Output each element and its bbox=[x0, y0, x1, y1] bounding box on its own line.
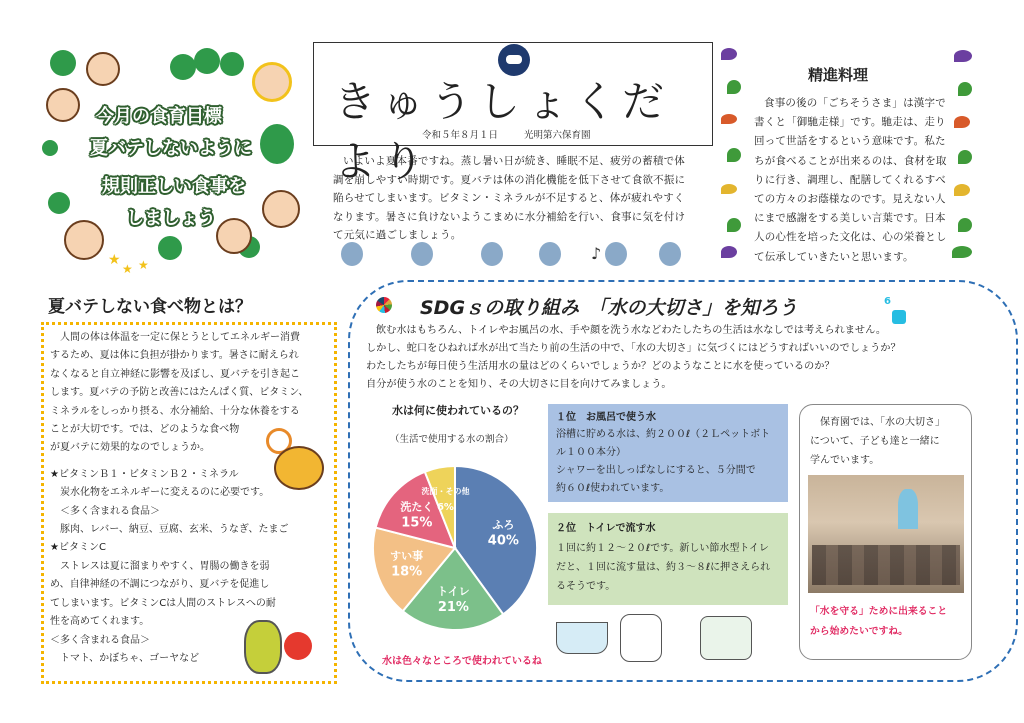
vitamin-c-title: ★ビタミンC bbox=[50, 542, 106, 554]
rank1-line: シャワーを出しっぱなしにすると、５分間で bbox=[556, 465, 756, 476]
rank1-line: 約６０ℓ使われています。 bbox=[556, 483, 670, 494]
star-icon: ★ bbox=[138, 258, 149, 272]
shojin-line: 食事の後の「ごちそうさま」は漢字で bbox=[764, 97, 946, 109]
vitamin-c-sub: ＜多く含まれる食品＞ bbox=[50, 634, 150, 646]
natsubate-line: します。夏バテの予防と改善にはたんぱく質、ビタミン、 bbox=[50, 387, 309, 399]
shojin-line: 回って世話をするという意味です。私た bbox=[754, 135, 946, 148]
vitamin-c-line: てしまいます。ビタミンCは人間のストレスへの耐 bbox=[50, 597, 276, 609]
mascot-illustration bbox=[274, 446, 324, 490]
sdgs-heading: SDGｓの取り組み 「水の大切さ」を知ろう bbox=[420, 297, 798, 319]
vitamin-b-title: ★ビタミンＢ１・ビタミンＢ２・ミネラル bbox=[50, 468, 239, 480]
pie-category-label: 洗面・その他 bbox=[421, 487, 470, 497]
rank1-line: 浴槽に貯める水は、約２００ℓ（２Ｌペットボト bbox=[556, 429, 771, 440]
issue-date: 令和５年８月１日 bbox=[422, 130, 499, 141]
pie-percent-label: 15% bbox=[401, 515, 433, 531]
pie-category-label: ふろ bbox=[492, 518, 515, 532]
star-icon: ★ bbox=[122, 262, 133, 276]
shojin-title: 精進料理 bbox=[808, 66, 869, 84]
goal-line-2: 規則正しい食事を bbox=[102, 176, 246, 197]
tree-illustration bbox=[170, 54, 196, 80]
child-illustration bbox=[262, 190, 300, 228]
sdgs-line: しかし、蛇口をひねれば水が出て当たり前の生活の中で、「水の大切さ」に気づくにはどうすればいいのでしょうか？ bbox=[366, 343, 901, 354]
pie-category-label: すい事 bbox=[390, 549, 424, 563]
vitamin-c-foods: トマト、かぼちゃ、ゴーヤなど bbox=[60, 652, 200, 664]
sdgs-line: わたしたちが毎日使う生活用水の量はどのくらいでしょうか？どのようなことに水を使っているのか？ bbox=[366, 361, 835, 372]
vitamin-b-sub: ＜多く含まれる食品＞ bbox=[60, 505, 160, 517]
intro-line: 調を崩しやすい時期です。夏バテは体の消化機能を低下させて食欲不振に bbox=[333, 173, 686, 186]
tree-illustration bbox=[220, 52, 244, 76]
rank1-line: ル１００本分） bbox=[556, 447, 626, 458]
rank2-box bbox=[548, 513, 788, 605]
nursery-line: 学んでいます。 bbox=[810, 455, 880, 466]
natsubate-line: 人間の体は体温を一定に保とうとしてエネルギー消費 bbox=[60, 332, 300, 343]
nursery-line: について、子ども達と一緒に bbox=[810, 436, 940, 447]
nursery-box bbox=[799, 404, 972, 660]
nursery-line: 保育園では、「水の大切さ」 bbox=[820, 417, 945, 428]
vegetable-border-right bbox=[944, 40, 984, 260]
mascot-icon bbox=[659, 242, 681, 266]
mascot-illustration bbox=[244, 620, 282, 674]
goal-line-3: しましょう bbox=[126, 208, 216, 229]
rank2-text bbox=[556, 539, 786, 596]
vitamin-c-line: 性を高めてくれます。 bbox=[50, 616, 150, 628]
tree-illustration bbox=[260, 124, 294, 164]
rank2-line: だと、１回に流す量は、約３～８ℓに押さえられ bbox=[556, 562, 771, 573]
shojin-text bbox=[754, 94, 950, 267]
natsubate-line: するため、夏は体に負担が掛かります。暑さに耐えられ bbox=[50, 350, 299, 362]
rank2-title: ２位 トイレで流す水 bbox=[556, 523, 656, 534]
rank1-text bbox=[556, 426, 786, 498]
tree-illustration bbox=[194, 48, 220, 74]
nursery-note-1: 「水を守る」ために出来ること bbox=[810, 606, 948, 617]
mascot-icon bbox=[341, 242, 363, 266]
sdgs-goal6-number: 6 bbox=[884, 296, 891, 307]
sdgs-logo-icon bbox=[376, 297, 392, 313]
school-name: 光明第六保育園 bbox=[524, 130, 591, 141]
handwash-illustration bbox=[700, 616, 752, 660]
intro-line: いよいよ夏本番ですね。蒸し暑い日が続き、睡眠不足、疲労の蓄積で体 bbox=[343, 155, 685, 167]
intro-line: なります。暑さに負けないようこまめに水分補給を行い、食事に気を付け bbox=[333, 210, 686, 223]
rank2-line: １回に約１２～２０ℓです。新しい節水型トイレ bbox=[556, 543, 769, 554]
nursery-text bbox=[810, 413, 966, 470]
child-illustration bbox=[252, 62, 292, 102]
shojin-line: 書くと「御馳走様」です。馳走は、走り bbox=[754, 116, 946, 129]
sdgs-text bbox=[366, 322, 986, 394]
vitamin-c-line: め、自律神経の不調につながり、夏バテを促進し bbox=[50, 579, 270, 591]
child-illustration bbox=[86, 52, 120, 86]
bath-illustration bbox=[556, 622, 608, 654]
music-note-icon: ♪ bbox=[591, 244, 602, 263]
classroom-photo bbox=[808, 475, 964, 593]
toilet-illustration bbox=[620, 614, 662, 662]
pie-percent-label: 6% bbox=[436, 502, 454, 514]
mascot-icon bbox=[605, 242, 627, 266]
tomato-icon bbox=[284, 632, 312, 660]
mascot-icon bbox=[539, 242, 561, 266]
nursery-note-2: から始めたいですね。 bbox=[810, 626, 908, 637]
child-illustration bbox=[216, 218, 252, 254]
intro-line: て元気に過ごしましょう。 bbox=[333, 229, 462, 241]
mascot-icon bbox=[411, 242, 433, 266]
shojin-line: にまで感謝をする美しい言葉です。日本 bbox=[754, 212, 946, 225]
natsubate-text bbox=[50, 329, 328, 668]
vegetable-border-left bbox=[717, 40, 753, 260]
tree-illustration bbox=[42, 140, 58, 156]
vitamin-c-line: ストレスは夏に溜まりやすく、胃腸の働きを弱 bbox=[60, 560, 270, 572]
pie-percent-label: 18% bbox=[391, 564, 423, 580]
star-icon: ★ bbox=[108, 252, 121, 268]
child-illustration bbox=[46, 88, 80, 122]
water-usage-pie-chart bbox=[360, 448, 550, 648]
rank1-box bbox=[548, 404, 788, 502]
child-illustration bbox=[64, 220, 104, 260]
shojin-line: て伝承していきたいと思います。 bbox=[754, 250, 914, 263]
intro-line: 陥らせてしまいます。ビタミン・ミネラルが不足すると、体が疲れやすく bbox=[333, 192, 685, 204]
pie-category-label: 洗たく bbox=[400, 500, 434, 514]
shojin-line: りに行き、調理し、配膳してくれるすべ bbox=[754, 173, 946, 186]
pie-percent-label: 21% bbox=[437, 599, 469, 615]
mascot-icon bbox=[481, 242, 503, 266]
shojin-line: 人の心性を培った文化は、心の栄養とし bbox=[754, 231, 947, 244]
intro-text bbox=[333, 152, 713, 245]
rank2-line: るそうです。 bbox=[556, 581, 616, 592]
goal-line-1: 夏バテしないように bbox=[90, 138, 252, 159]
pie-category-label: トイレ bbox=[437, 584, 470, 598]
tree-illustration bbox=[50, 50, 76, 76]
tree-illustration bbox=[158, 236, 182, 260]
chart-subtitle: （生活で使用する水の割合） bbox=[390, 434, 514, 445]
vitamin-b-desc: 炭水化物をエネルギーに変えるのに必要です。 bbox=[60, 487, 270, 499]
newsletter-title: きゅうしょくだより bbox=[334, 77, 671, 186]
rank1-title: １位 お風呂で使う水 bbox=[556, 412, 656, 423]
natsubate-line: が夏バテに効果的なのでしょうか。 bbox=[50, 442, 210, 454]
chart-title: 水は何に使われているの？ bbox=[392, 404, 524, 417]
mascot-row-illustration bbox=[333, 240, 713, 270]
pie-percent-label: 40% bbox=[487, 533, 519, 549]
natsubate-line: なくなると自立神経に影響を及ぼし、夏バテを引き起こ bbox=[50, 368, 300, 380]
tree-illustration bbox=[48, 192, 70, 214]
natsubate-line: ことが大切です。では、どのような食べ物 bbox=[50, 424, 240, 436]
natsubate-heading: 夏バテしない食べ物とは？ bbox=[48, 297, 252, 317]
shojin-line: ての方々のお蔭様なのです。見えない人 bbox=[754, 193, 946, 206]
chart-caption: 水は色々なところで使われているね bbox=[382, 656, 542, 667]
natsubate-line: ミネラルをしっかり摂る、水分補給、十分な休養をする bbox=[50, 405, 300, 417]
vitamin-b-foods: 豚肉、レバー、納豆、豆腐、玄米、うなぎ、たまご bbox=[60, 524, 289, 536]
shojin-line: ちが食べることが出来るのは、食材を取 bbox=[754, 154, 947, 167]
goal-title: 今月の食育目標 bbox=[96, 106, 222, 127]
sdgs-line: 飲む水はもちろん、トイレやお風呂の水、手や顔を洗う水などわたしたちの生活は水なしでは考えられません。 bbox=[376, 325, 887, 336]
sdgs-line: 自分が使う水のことを知り、その大切さに目を向けてみましょう。 bbox=[366, 379, 672, 390]
